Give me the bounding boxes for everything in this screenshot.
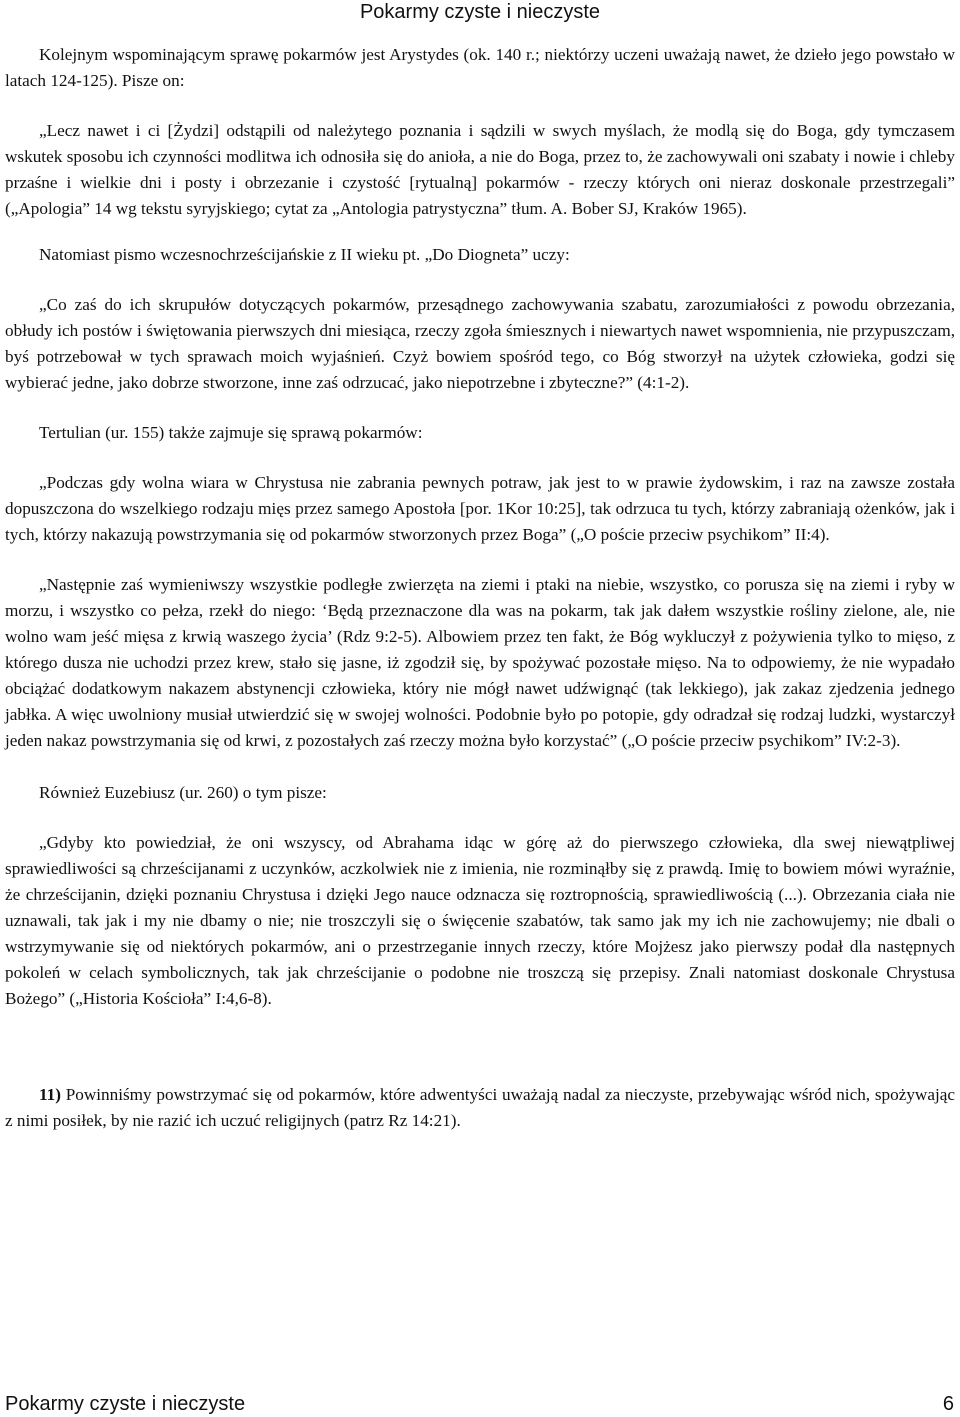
quote-tertullian-2: „Następnie zaś wymieniwszy wszystkie podległe zwierzęta na ziemi i ptaki na niebie, wszystko, co porusza się na ziemi i ryby w morzu, i wszystko co pełza, rzekł do niego: ‘Będą przeznaczone dla was na pokarm, tak jak dałem wszystkie rośliny zielone, ale, nie wolno wam jeść mięsa z krwią waszego życia’ (Rdz 9:2-5). Albowiem przez ten fakt, że Bóg wykluczył z pożywienia tylko to mięso, z którego dusza nie uchodzi przez krew, stało się jasne, iż zgodził się, by spożywać pozostałe mięso. Na to odpowiemy, że nie wypadało obciążać dodatkowym nakazem abstynencji człowieka, który nie mógł nawet udźwignąć (tak lekkiego), jak zakaz zjedzenia jednego jabłka. A więc uwolniony musiał utwierdzić się w swojej wolności. Podobnie było po potopie, gdy odradzał się rodzaj ludzki, wystarczył jeden nakaz powstrzymania się od krwi, z pozostałych zaś rzeczy można było korzystać” („O poście przeciw psychikom” IV:2-3). (5, 575, 955, 750)
document-body (5, 42, 955, 1134)
paragraph-eusebius-intro: Również Euzebiusz (ur. 260) o tym pisze: (39, 783, 327, 802)
paragraph-aristides-intro: Kolejnym wspominającym sprawę pokarmów jest Arystydes (ok. 140 r.; niektórzy uczeni uważają nawet, że dzieło jego powstało w latach 124-125). Pisze on: (5, 45, 955, 90)
paragraph-tertullian-intro: Tertulian (ur. 155) także zajmuje się sprawą pokarmów: (39, 423, 423, 442)
quote-diognetus: „Co zaś do ich skrupułów dotyczących pokarmów, przesądnego zachowywania szabatu, zarozumiałości z powodu obrzezania, obłudy ich postów i świętowania pierwszych dni miesiąca, rzeczy zgoła śmiesznych i niewartych nawet wspomnienia, nie przypuszczam, byś potrzebował w tych sprawach moich wyjaśnień. Czyż bowiem spośród tego, co Bóg stworzył na użytek człowieka, godzi się wybierać jedne, jako dobrze stworzone, inne zaś odrzucać, jako niepotrzebne i zbyteczne?” (4:1-2). (5, 295, 955, 392)
page-number: 6 (942, 1393, 954, 1415)
quote-tertullian-1: „Podczas gdy wolna wiara w Chrystusa nie zabrania pewnych potraw, jak jest to w prawie żydowskim, i raz na zawsze została dopuszczona do wszelkiego rodzaju mięs przez samego Apostoła [por. 1Kor 10:25], tak odrzuca tu tych, którzy zabraniają ożenków, jak i tych, którzy nakazują powstrzymania się od pokarmów stworzonych przez Boga” („O poście przeciw psychikom” II:4). (5, 473, 955, 544)
footnote-number: 11) (39, 1085, 61, 1104)
page-footer-title: Pokarmy czyste i nieczyste (5, 1393, 246, 1415)
page-header (0, 0, 960, 26)
page-footer (0, 1392, 960, 1416)
footnote-11 (5, 1082, 955, 1134)
footnote-text: Powinniśmy powstrzymać się od pokarmów, które adwentyści uważają nadal za nieczyste, przebywając wśród nich, spożywając z nimi posiłek, by nie razić ich uczuć religijnych (patrz Rz 14:21). (5, 1085, 955, 1130)
page-header-title: Pokarmy czyste i nieczyste (359, 1, 601, 23)
quote-aristides: „Lecz nawet i ci [Żydzi] odstąpili od należytego poznania i sądzili w swych myślach, że modlą się do Boga, gdy tymczasem wskutek sposobu ich czynności modlitwa ich odnosiła się do anioła, a nie do Boga, przez to, że zachowywali oni szabaty i nowie i chleby przaśne i wielkie dni i posty i obrzezanie i czystość [rytualną] pokarmów - rzeczy których oni nieraz doskonale przestrzegali” („Apologia” 14 wg tekstu syryjskiego; cytat za „Antologia patrystyczna” tłum. A. Bober SJ, Kraków 1965). (5, 121, 955, 218)
quote-eusebius: „Gdyby kto powiedział, że oni wszyscy, od Abrahama idąc w górę aż do pierwszego człowieka, dla swej niewątpliwej sprawiedliwości są chrześcijanami z uczynków, aczkolwiek nie z imienia, nie rozminąłby się z prawdą. Imię to bowiem mówi wyraźnie, że chrześcijanin, dzięki poznaniu Chrystusa i dzięki Jego nauce odznacza się roztropnością, sprawiedliwością (...). Obrzezania ciała nie uznawali, tak jak i my nie dbamy o nie; nie troszczyli się o święcenie szabatów, tak samo jak my ich nie zachowujemy; nie dbali o wstrzymywanie się od niektórych pokarmów, ani o przestrzeganie innych rzeczy, które Mojżesz jako pierwszy podał dla następnych pokoleń w celach symbolicznych, tak jak chrześcijanie o podobne nie troszczą się przepisy. Znali natomiast doskonale Chrystusa Bożego” („Historia Kościoła” I:4,6-8). (5, 833, 955, 1008)
paragraph-diognetus-intro: Natomiast pismo wczesnochrześcijańskie z II wieku pt. „Do Diogneta” uczy: (39, 245, 570, 264)
